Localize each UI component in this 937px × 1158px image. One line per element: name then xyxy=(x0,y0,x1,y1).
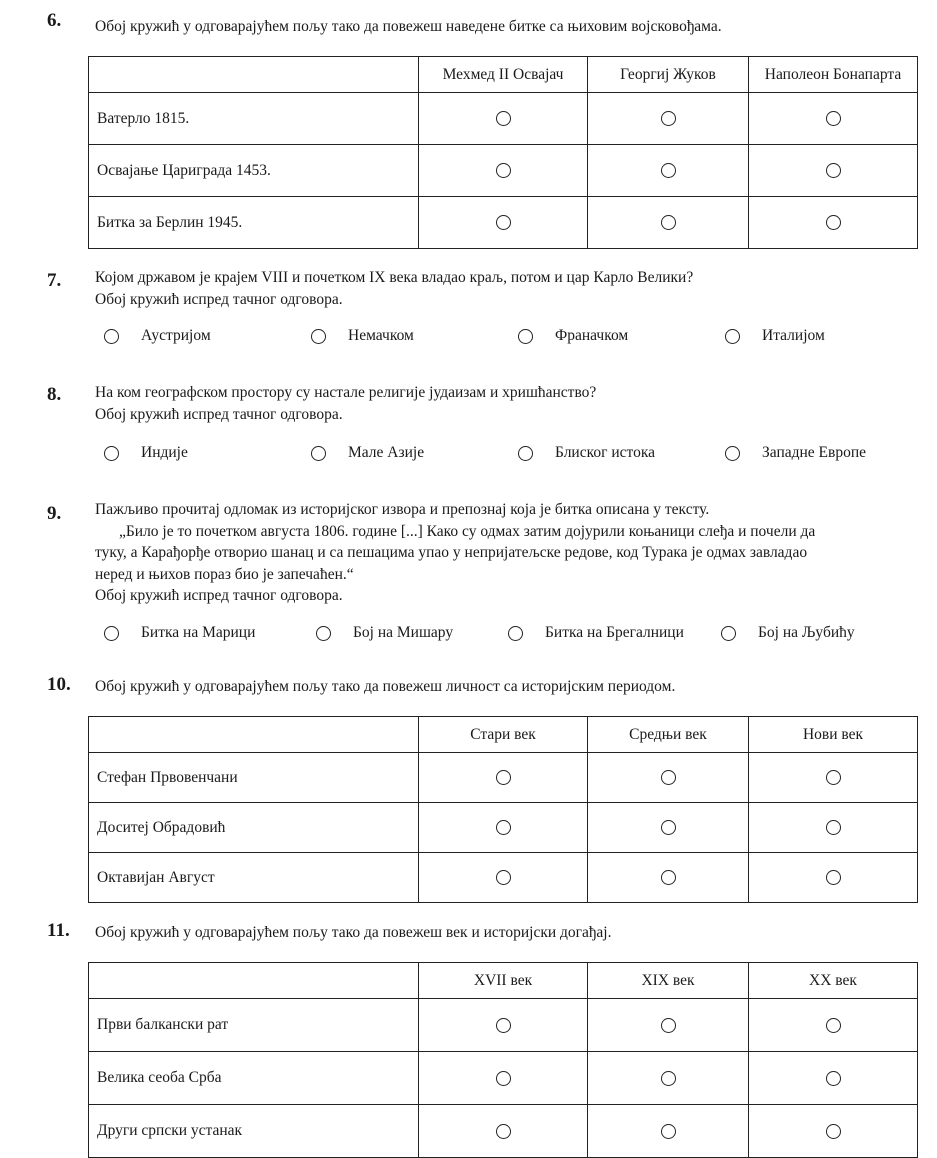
row-label: Стефан Првовенчани xyxy=(89,753,419,803)
answer-circle[interactable] xyxy=(661,820,676,835)
option-label: Западне Европе xyxy=(762,444,867,461)
row-label: Велика сеоба Срба xyxy=(89,1052,419,1105)
question-number: 7. xyxy=(47,270,62,291)
prompt-line: Којом државом је крајем VIII и почетком IX века владао краљ, потом и цар Карло Велики? xyxy=(95,269,694,286)
question-number: 8. xyxy=(47,384,62,405)
option-c[interactable] xyxy=(518,326,628,346)
row-label: Први балкански рат xyxy=(89,999,419,1052)
answer-circle[interactable] xyxy=(826,820,841,835)
table-row xyxy=(89,145,918,197)
prompt-line: На ком географском простору су настале религије јудаизам и хришћанство? xyxy=(95,384,597,401)
option-d[interactable] xyxy=(721,623,855,643)
source-quote-line: неред и њихов пораз био је запечаћен.“ xyxy=(95,565,354,583)
column-header: Нови век xyxy=(749,717,918,753)
prompt-instruction: Обој кружић испред тачног одговора. xyxy=(95,290,343,308)
option-c[interactable] xyxy=(518,443,655,463)
question-prompt: Обој кружић у одговарајућем пољу тако да повежеш век и историјски догађај. xyxy=(95,924,612,941)
option-label: Бој на Мишару xyxy=(353,624,454,641)
answer-circle[interactable] xyxy=(661,1018,676,1033)
answer-circle[interactable] xyxy=(496,111,511,126)
column-header: XVII век xyxy=(419,963,588,999)
matching-table-q11 xyxy=(88,962,918,1158)
row-label: Битка за Берлин 1945. xyxy=(89,197,419,249)
question-prompt: Обој кружић у одговарајућем пољу тако да повежеш личност са историјским периодом. xyxy=(95,678,676,695)
question-prompt: Обој кружић у одговарајућем пољу тако да повежеш наведене битке са њиховим војсковођама. xyxy=(95,18,722,35)
answer-circle[interactable] xyxy=(661,111,676,126)
answer-circle[interactable] xyxy=(496,215,511,230)
option-label: Франачком xyxy=(555,327,629,344)
answer-circle[interactable] xyxy=(725,329,740,344)
header-empty xyxy=(89,57,419,93)
answer-circle[interactable] xyxy=(661,163,676,178)
option-d[interactable] xyxy=(725,443,866,463)
table-row xyxy=(89,1105,918,1158)
prompt-line: Пажљиво прочитај одломак из историјског извора и препознај која је битка описана у тексту. xyxy=(95,501,710,518)
answer-circle[interactable] xyxy=(496,820,511,835)
answer-circle[interactable] xyxy=(826,111,841,126)
option-b[interactable] xyxy=(316,623,453,643)
answer-circle[interactable] xyxy=(826,1018,841,1033)
answer-circle[interactable] xyxy=(518,329,533,344)
prompt-instruction: Обој кружић испред тачног одговора. xyxy=(95,587,343,604)
answer-circle[interactable] xyxy=(661,770,676,785)
answer-circle[interactable] xyxy=(721,626,736,641)
question-number: 10. xyxy=(47,674,71,695)
answer-circle[interactable] xyxy=(496,163,511,178)
answer-circle[interactable] xyxy=(496,1071,511,1086)
option-b[interactable] xyxy=(311,326,414,346)
answer-circle[interactable] xyxy=(311,446,326,461)
table-row xyxy=(89,803,918,853)
question-number: 11. xyxy=(47,920,70,941)
answer-circle[interactable] xyxy=(496,870,511,885)
option-label: Аустријом xyxy=(141,327,211,344)
answer-circle[interactable] xyxy=(104,626,119,641)
answer-circle[interactable] xyxy=(826,215,841,230)
header-empty xyxy=(89,963,419,999)
answer-circle[interactable] xyxy=(104,446,119,461)
answer-circle[interactable] xyxy=(496,1124,511,1139)
column-header: XIX век xyxy=(588,963,749,999)
option-d[interactable] xyxy=(725,326,825,346)
question-prompt xyxy=(95,499,815,607)
row-label: Други српски устанак xyxy=(89,1105,419,1158)
answer-circle[interactable] xyxy=(104,329,119,344)
answer-circle[interactable] xyxy=(316,626,331,641)
answer-circle[interactable] xyxy=(826,163,841,178)
answer-circle[interactable] xyxy=(661,215,676,230)
table-row xyxy=(89,197,918,249)
question-prompt xyxy=(95,382,596,425)
row-label: Октавијан Август xyxy=(89,853,419,903)
row-label: Ватерло 1815. xyxy=(89,93,419,145)
question-prompt xyxy=(95,267,693,310)
table-row xyxy=(89,1052,918,1105)
answer-circle[interactable] xyxy=(826,770,841,785)
source-quote-line: туку, а Карађорђе отворио шанац и са пешацима упао у непријатељске редове, код Турака је одмах завладао xyxy=(95,544,808,561)
answer-circle[interactable] xyxy=(826,870,841,885)
column-header: Наполеон Бонапарта xyxy=(749,57,918,93)
table-header-row xyxy=(89,57,918,93)
option-a[interactable] xyxy=(104,623,255,643)
answer-circle[interactable] xyxy=(661,1071,676,1086)
answer-circle[interactable] xyxy=(826,1124,841,1139)
answer-circle[interactable] xyxy=(496,770,511,785)
option-label: Блиског истока xyxy=(555,444,656,461)
table-header-row xyxy=(89,963,918,999)
column-header: Стари век xyxy=(419,717,588,753)
question-number: 6. xyxy=(47,10,62,31)
option-a[interactable] xyxy=(104,443,188,463)
column-header: Средњи век xyxy=(588,717,749,753)
header-empty xyxy=(89,717,419,753)
table-row xyxy=(89,753,918,803)
answer-circle[interactable] xyxy=(661,1124,676,1139)
column-header: Георгиј Жуков xyxy=(588,57,749,93)
question-number: 9. xyxy=(47,503,62,524)
table-row xyxy=(89,853,918,903)
table-row xyxy=(89,93,918,145)
answer-circle[interactable] xyxy=(311,329,326,344)
option-a[interactable] xyxy=(104,326,211,346)
column-header: XX век xyxy=(749,963,918,999)
option-label: Битка на Брегалници xyxy=(545,624,684,641)
option-label: Битка на Марици xyxy=(141,624,256,641)
table-row xyxy=(89,999,918,1052)
answer-circle[interactable] xyxy=(518,446,533,461)
row-label: Освајање Цариграда 1453. xyxy=(89,145,419,197)
table-header-row xyxy=(89,717,918,753)
answer-circle[interactable] xyxy=(826,1071,841,1086)
option-label: Бој на Љубићу xyxy=(758,624,855,641)
option-label: Немачком xyxy=(348,327,414,344)
prompt-instruction: Обој кружић испред тачног одговора. xyxy=(95,405,343,423)
matching-table-q10 xyxy=(88,716,918,903)
option-label: Италијом xyxy=(762,327,825,344)
option-c[interactable] xyxy=(508,623,684,643)
matching-table-q6 xyxy=(88,56,918,249)
option-label: Индије xyxy=(141,444,188,461)
row-label: Доситеј Обрадовић xyxy=(89,803,419,853)
answer-circle[interactable] xyxy=(508,626,523,641)
answer-circle[interactable] xyxy=(496,1018,511,1033)
answer-circle[interactable] xyxy=(725,446,740,461)
option-label: Мале Азије xyxy=(348,444,425,461)
option-b[interactable] xyxy=(311,443,424,463)
source-quote-line: „Било је то почетком августа 1806. године [...] Како су одмах затим дојурили коњаници слеђа и почели да xyxy=(119,522,816,540)
column-header: Мехмед II Освајач xyxy=(419,57,588,93)
answer-circle[interactable] xyxy=(661,870,676,885)
